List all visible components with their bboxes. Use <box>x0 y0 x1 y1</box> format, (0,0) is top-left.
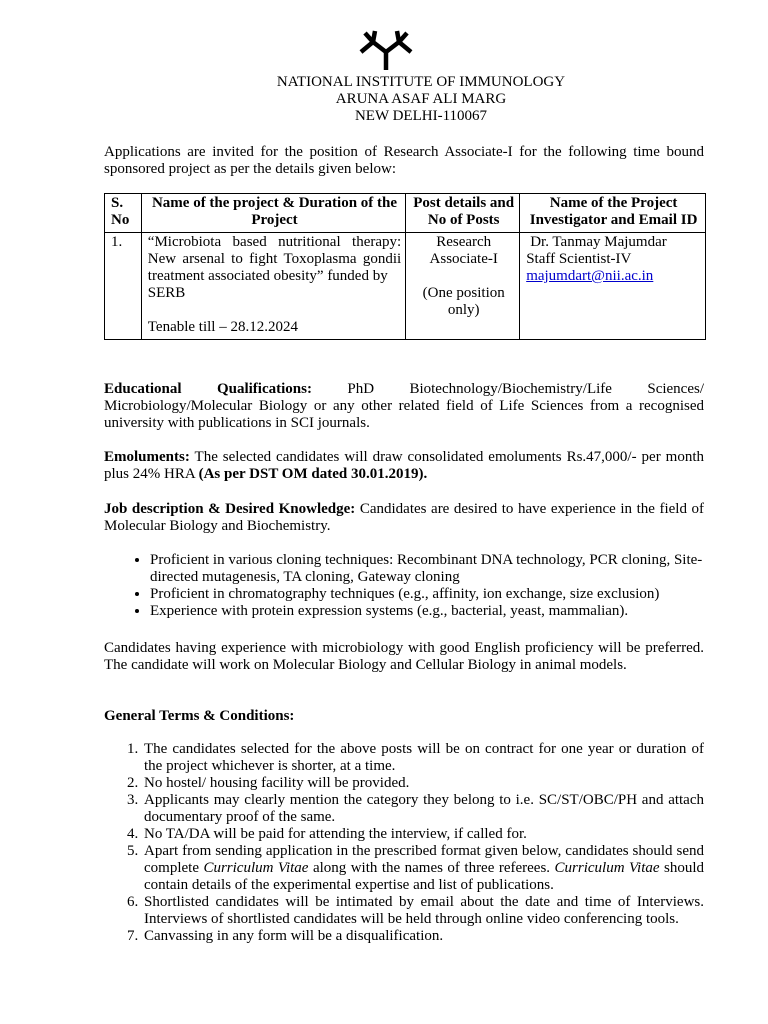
cell-post <box>406 233 520 340</box>
list-item: 2. No hostel/ housing facility will be provided. <box>142 775 704 792</box>
institute-logo-icon <box>356 30 416 72</box>
pi-title: Staff Scientist-IV <box>526 251 632 267</box>
header-post: Post details and No of Posts <box>406 194 520 233</box>
pi-name: Dr. Tanmay Majumdar <box>530 234 667 250</box>
qualifications-label: Educational Qualifications: <box>104 381 312 397</box>
list-item: 1. The candidates selected for the above posts will be on contract for one year or duration of the project whichever is shorter, at a time. <box>142 741 704 775</box>
institute-name: NATIONAL INSTITUTE OF IMMUNOLOGY <box>276 74 566 90</box>
cv-term: Curriculum Vitae <box>554 860 660 876</box>
table-row <box>105 233 706 340</box>
pi-email-link[interactable]: majumdart@nii.ac.in <box>526 268 654 284</box>
job-description-section <box>104 501 704 535</box>
list-item: • Proficient in chromatography techniques (e.g., affinity, ion exchange, size exclusion) <box>150 586 704 603</box>
project-table <box>104 193 706 340</box>
preferred-paragraph: Candidates having experience with microbiology with good English proficiency will be preferred. The candidate will work on Molecular Biology and Cellular Biology in animal models. <box>104 640 704 673</box>
cell-project <box>141 233 405 340</box>
post-count: (One position only) <box>422 285 505 318</box>
project-funder: SERB <box>147 285 186 301</box>
institute-city: NEW DELHI-110067 <box>354 108 488 124</box>
terms-title: General Terms & Conditions: <box>104 708 295 724</box>
cell-sno: 1. <box>105 233 142 340</box>
list-item: 3. Applicants may clearly mention the category they belong to i.e. SC/ST/OBC/PH and attach documentary proof of the same. <box>142 792 704 826</box>
intro-paragraph: Applications are invited for the position of Research Associate-I for the following time bound sponsored project as per the details given below: <box>104 144 704 177</box>
institute-street: ARUNA ASAF ALI MARG <box>335 91 507 107</box>
emoluments-text: The selected candidates will draw consolidated emoluments Rs.47,000/- per month plus 24% HRA <box>104 449 704 482</box>
list-item: 5. Apart from sending application in the prescribed format given below, candidates should send complete Curriculum Vitae along with the names of three referees. Curriculum Vitae should contain details of the experimental expertise and list of publications. <box>142 843 704 894</box>
post-name: Research Associate-I <box>429 234 498 267</box>
emoluments-section <box>104 449 704 483</box>
list-item: • Experience with protein expression systems (e.g., bacterial, yeast, mammalian). <box>150 603 704 620</box>
qualifications-section <box>104 381 704 432</box>
project-tenable: Tenable till – 28.12.2024 <box>147 319 298 335</box>
list-item: 6. Shortlisted candidates will be intimated by email about the date and time of Interviews. Interviews of shortlisted candidates will be held through online video conferencing tools. <box>142 894 704 928</box>
emoluments-label: Emoluments: <box>104 449 190 465</box>
list-item: 7. Canvassing in any form will be a disqualification. <box>142 928 704 945</box>
institute-header <box>104 74 704 125</box>
terms-list <box>104 741 704 945</box>
table-header-row <box>105 194 706 233</box>
list-item: 4. No TA/DA will be paid for attending the interview, if called for. <box>142 826 704 843</box>
skills-list <box>104 552 704 620</box>
header-pi: Name of the Project Investigator and Email ID <box>520 194 706 233</box>
job-description-label: Job description & Desired Knowledge: <box>104 501 356 517</box>
emoluments-reference: (As per DST OM dated 30.01.2019). <box>198 466 428 482</box>
cell-pi <box>520 233 706 340</box>
list-item: • Proficient in various cloning techniques: Recombinant DNA technology, PCR cloning, Site-directed mutagenesis, TA cloning, Gateway cloning <box>150 552 704 586</box>
project-name: “Microbiota based nutritional therapy: New arsenal to fight Toxoplasma gondii treatment associated obesity” funded by <box>147 234 402 284</box>
header-project: Name of the project & Duration of the Project <box>141 194 405 233</box>
qualifications-text: PhD Biotechnology/Biochemistry/Life Sciences/ Microbiology/Molecular Biology or any other related field of Life Sciences from a recognised university with publications in SCI journals. <box>104 381 704 431</box>
header-sno: S. No <box>105 194 142 233</box>
cv-term: Curriculum Vitae <box>203 860 309 876</box>
job-description-text: Candidates are desired to have experience in the field of Molecular Biology and Biochemistry. <box>104 501 704 534</box>
